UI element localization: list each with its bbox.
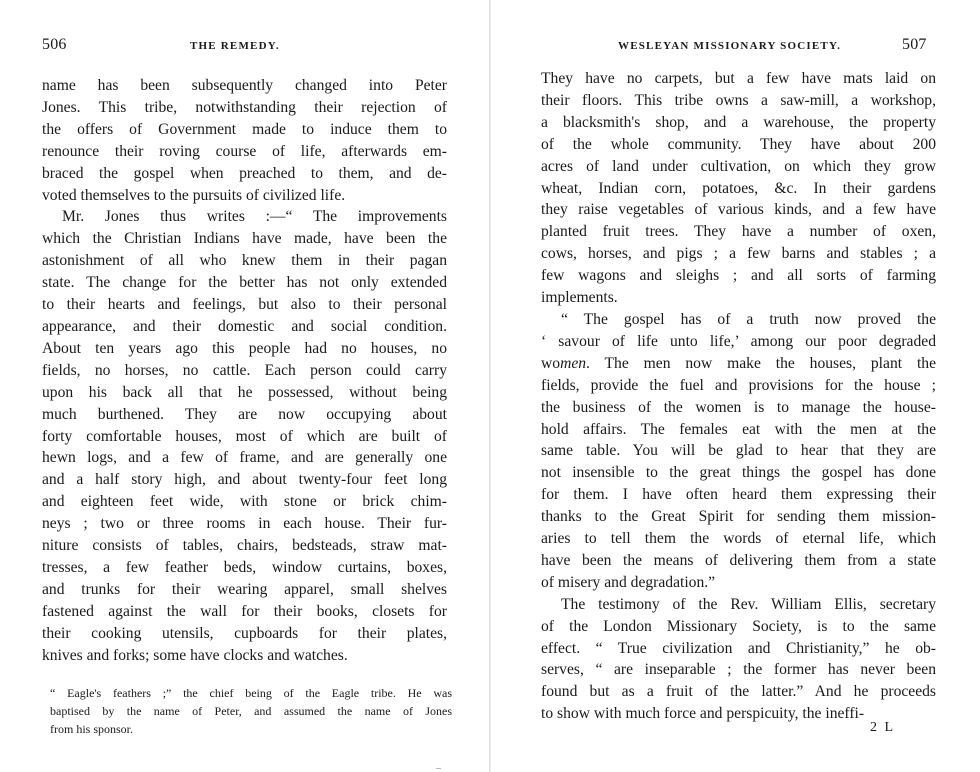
text-line: same table. You will be glad to hear that they are	[541, 442, 936, 460]
text-line: of the London Missionary Society, is to the same	[541, 617, 936, 635]
text-line: astonishment of all who knew them in their pagan	[42, 252, 447, 270]
text-line: serves, “ are inseparable ; the former has never been	[541, 661, 936, 679]
text-line: their cooking utensils, cupboards for their plates,	[42, 624, 447, 642]
text-line: have been the means of delivering them from a state	[541, 551, 936, 569]
text-line: of misery and degradation.”	[541, 573, 716, 591]
text-line: knives and forks; some have clocks and watches.	[42, 646, 348, 664]
text-line: their floors. This tribe owns a saw-mill, a workshop,	[541, 91, 936, 109]
text-line: thanks to the Great Spirit for sending them mission-	[541, 508, 936, 526]
text-line: they raise vegetables of various kinds, and a few have	[541, 201, 936, 219]
text-line: women. The men now make the houses, plant the	[541, 354, 936, 372]
text-line: cows, horses, and pigs ; a few barns and stables ; a	[541, 245, 936, 263]
text-line: upon his back all that he possessed, without being	[42, 383, 447, 401]
text-line: About ten years ago this people had no houses, no	[42, 339, 447, 357]
text-line: Jones. This tribe, notwithstanding their rejection of	[42, 98, 447, 116]
text-line: the offers of Government made to induce them to	[42, 120, 447, 138]
text-line: a blacksmith's shop, and a warehouse, the property	[541, 113, 936, 131]
text-line: ‘ savour of life unto life,’ among our poor degraded	[541, 332, 936, 350]
left-footnote	[50, 684, 452, 738]
text-line: hold affairs. The females eat with the men at the	[541, 420, 936, 438]
text-line: neys ; two or three rooms in each house. Their fur-	[42, 515, 447, 533]
text-line: the business of the women is to manage the house-	[541, 398, 936, 416]
text-line: state. The change for the better has not only extended	[42, 274, 447, 292]
left-page-number: 506	[42, 36, 67, 53]
right-body-text	[541, 68, 936, 725]
text-line: of the whole community. They have about 200	[541, 135, 936, 153]
text-line: fields, no horses, no cattle. Each person could carry	[42, 361, 447, 379]
text-line: niture consists of tables, chairs, bedsteads, straw mat-	[42, 537, 447, 555]
text-line: renounce their roving course of life, afterwards em-	[42, 142, 447, 160]
scan-speck	[436, 768, 441, 769]
text-line: to their hearts and feelings, but also to their personal	[42, 296, 447, 314]
text-line: wheat, Indian corn, potatoes, &c. In their gardens	[541, 179, 936, 197]
text-line: implements.	[541, 289, 618, 307]
text-line: much burthened. They are now occupying about	[42, 405, 447, 423]
text-line: fastened against the wall for their books, closets for	[42, 602, 447, 620]
text-line: acres of land under cultivation, on which they grow	[541, 157, 936, 175]
text-line: tresses, a few feather beds, window curtains, boxes,	[42, 558, 447, 576]
right-running-head: WESLEYAN MISSIONARY SOCIETY.	[618, 40, 842, 52]
right-page	[490, 0, 980, 772]
text-line: voted themselves to the pursuits of civilized life.	[42, 186, 346, 204]
text-line: forty comfortable houses, most of which are built of	[42, 427, 447, 445]
text-line: appearance, and their domestic and social condition.	[42, 317, 447, 335]
text-line: effect. “ True civilization and Christianity,” he ob-	[541, 639, 936, 657]
text-line: few wagons and sleighs ; and all sorts of farming	[541, 267, 936, 285]
footnote-line: from his sponsor.	[50, 722, 134, 736]
left-body-text	[42, 75, 447, 666]
text-line: and trunks for their wearing apparel, small shelves	[42, 580, 447, 598]
text-line: and a half story high, and about twenty-four feet long	[42, 471, 447, 489]
signature-mark: 2 L	[870, 720, 896, 735]
text-line: hewn logs, and a few of frame, and are generally one	[42, 449, 447, 467]
text-line: and eighteen feet wide, with stone or brick chim-	[42, 493, 447, 511]
text-line: aries to tell them the words of eternal life, which	[541, 530, 936, 548]
text-line: not insensible to the great things the gospel has done	[541, 464, 936, 482]
text-line: braced the gospel when preached to them, and de-	[42, 164, 447, 182]
right-page-number: 507	[902, 36, 927, 53]
text-line: for them. I have often heard them expressing their	[541, 486, 936, 504]
text-line: to show with much force and perspicuity, the ineffi-	[541, 705, 865, 723]
footnote-line: “ Eagle's feathers ;” the chief being of the Eagle tribe. He was	[50, 686, 452, 700]
text-line: which the Christian Indians have made, have been the	[42, 230, 447, 248]
text-line: planted fruit trees. They have a number of oxen,	[541, 223, 936, 241]
text-line: The testimony of the Rev. William Ellis, secretary	[561, 595, 936, 613]
footnote-line: baptised by the name of Peter, and assumed the name of Jones	[50, 704, 452, 718]
text-line: They have no carpets, but a few have mats laid on	[541, 70, 936, 87]
text-line: name has been subsequently changed into Peter	[42, 77, 447, 94]
text-line: fields, provide the fuel and provisions for the house ;	[541, 376, 936, 394]
text-line: “ The gospel has of a truth now proved the	[561, 310, 936, 328]
text-line: Mr. Jones thus writes :—“ The improvements	[62, 208, 447, 226]
text-line: found but as a fruit of the latter.” And he proceeds	[541, 683, 936, 701]
left-running-head: THE REMEDY.	[190, 40, 280, 52]
